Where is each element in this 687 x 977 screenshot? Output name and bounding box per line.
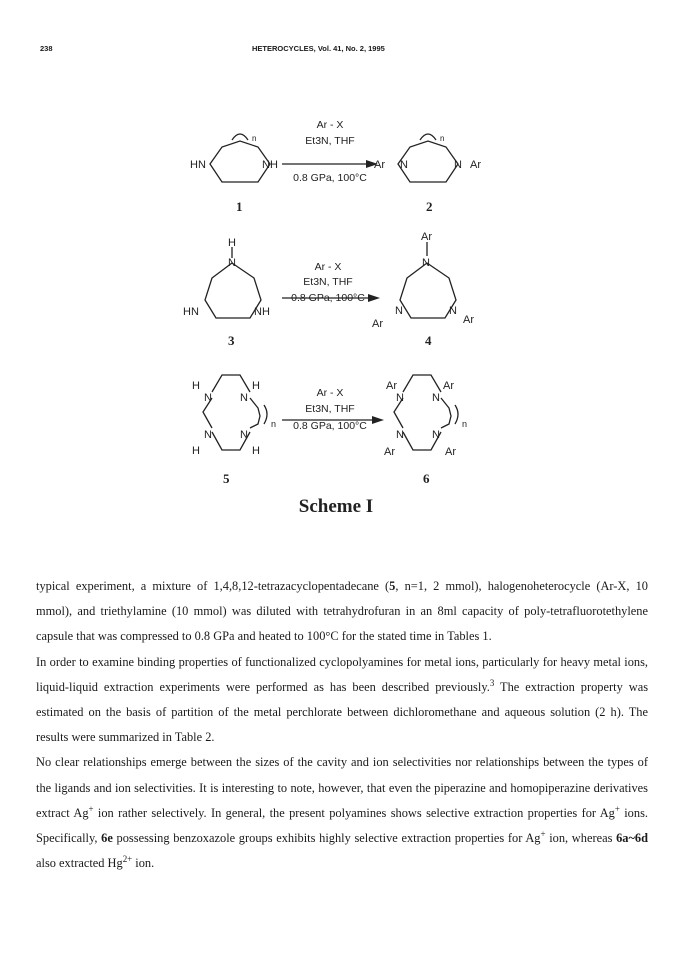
- atom-n: N: [228, 257, 236, 269]
- atom-h: H: [228, 237, 236, 249]
- compound-number-2: 2: [426, 199, 433, 214]
- compound-ref: 6a~6d: [616, 831, 648, 846]
- paragraph-experimental: [36, 574, 648, 650]
- atom-ar: Ar: [421, 231, 432, 243]
- atom-n: N: [396, 429, 404, 441]
- compound-number-4: 4: [425, 333, 432, 348]
- ion-charge: +: [88, 803, 94, 814]
- atom-n: N: [396, 392, 404, 404]
- text-run: ions. Specifically,: [36, 805, 648, 846]
- atom-n: N: [422, 257, 430, 269]
- atom-ar: Ar: [372, 318, 383, 330]
- scheme-title: Scheme I: [298, 496, 374, 517]
- atom-n: N: [449, 305, 457, 317]
- atom-ar: Ar: [445, 446, 456, 458]
- compound-ref: 5: [389, 579, 396, 593]
- text-run: ion rather selectively. In general, the present polyamines shows selective extraction properties for Ag: [93, 805, 615, 820]
- atom-n: N: [400, 159, 408, 171]
- atom-subscript-n: n: [271, 419, 277, 429]
- text-run: also extracted Hg: [36, 856, 123, 871]
- ion-charge: 2+: [122, 854, 133, 865]
- text-run: ion, whereas: [545, 831, 617, 846]
- atom-n: N: [204, 429, 212, 441]
- base-solvent-label-2: Et3N, THF: [303, 276, 353, 288]
- atom-n: N: [454, 159, 462, 171]
- atom-nh: NH: [262, 159, 278, 171]
- atom-n: N: [432, 392, 440, 404]
- atom-subscript-n: n: [252, 134, 257, 143]
- reagent-label-1: Ar - X: [316, 119, 344, 131]
- atom-ar: Ar: [443, 380, 454, 392]
- ion-charge: +: [614, 803, 620, 814]
- compound-number-5: 5: [223, 471, 230, 486]
- text-run: In order to examine binding properties of functionalized cyclopolyamines for metal ions, particularly for heavy metal ions, liquid-liquid extraction experiments were performed as has been described previously.: [36, 654, 648, 694]
- conditions-label-1: 0.8 GPa, 100°C: [293, 172, 367, 184]
- atom-h: H: [192, 445, 200, 457]
- paragraph-extraction: [36, 650, 648, 751]
- atom-hn: HN: [190, 159, 206, 171]
- base-solvent-label-3: Et3N, THF: [305, 403, 355, 415]
- compound-number-3: 3: [228, 333, 235, 348]
- base-solvent-label-1: Et3N, THF: [305, 135, 355, 147]
- compound-ref: 6e: [101, 831, 113, 846]
- atom-n: N: [432, 429, 440, 441]
- atom-ar: Ar: [470, 159, 481, 171]
- atom-ar: Ar: [386, 380, 397, 392]
- compound-number-6: 6: [423, 471, 430, 486]
- atom-ar: Ar: [384, 446, 395, 458]
- text-run: typical experiment, a mixture of 1,4,8,12-tetrazacyclopentadecane (: [36, 579, 390, 593]
- atom-n: N: [395, 305, 403, 317]
- compound-number-1: 1: [236, 199, 243, 214]
- body-text: [36, 574, 648, 876]
- conditions-label-3: 0.8 GPa, 100°C: [293, 420, 367, 432]
- text-run: , n=1, 2 mmol), halogenoheterocycle (Ar-X, 10 mmol), and triethylamine (10 mmol) was diluted with tetrahydrofuran in an 8ml capacity of poly-tetrafluorotethylene capsule that was compressed to 0.8 GPa and heated to 100°C for the stated time in Tables 1.: [36, 579, 648, 644]
- conditions-label-2: 0.8 GPa, 100°C: [291, 292, 365, 304]
- atom-h: H: [252, 380, 260, 392]
- atom-ar: Ar: [463, 314, 474, 326]
- atom-nh: NH: [254, 306, 270, 318]
- atom-n: N: [240, 392, 248, 404]
- reference-marker: 3: [489, 677, 495, 688]
- atom-hn: HN: [183, 306, 199, 318]
- text-run: ion.: [132, 856, 155, 871]
- atom-ar: Ar: [374, 159, 385, 171]
- paragraph-selectivity: [36, 750, 648, 876]
- reagent-label-2: Ar - X: [314, 261, 342, 273]
- ion-charge: +: [540, 828, 546, 839]
- text-run: The extraction property was estimated on the basis of partition of the metal perchlorate between dichloromethane and aqueous solution (2 h). The results were summarized in Table 2.: [36, 679, 649, 745]
- atom-subscript-n: n: [462, 419, 468, 429]
- atom-h: H: [252, 445, 260, 457]
- reagent-label-3: Ar - X: [316, 387, 344, 399]
- atom-n: N: [240, 429, 248, 441]
- journal-citation: HETEROCYCLES, Vol. 41, No. 2, 1995: [252, 44, 385, 53]
- text-run: No clear relationships emerge between the sizes of the cavity and ion selectivities nor relationships between the types of the ligands and ion selectivities. It is interesting to note, however, that even the piperazine and homopiperazine derivatives extract Ag: [36, 755, 648, 820]
- atom-h: H: [192, 380, 200, 392]
- page-number: 238: [40, 44, 53, 53]
- text-run: possessing benzoxazole groups exhibits highly selective extraction properties for Ag: [112, 831, 541, 846]
- atom-subscript-n: n: [440, 134, 445, 143]
- atom-n: N: [204, 392, 212, 404]
